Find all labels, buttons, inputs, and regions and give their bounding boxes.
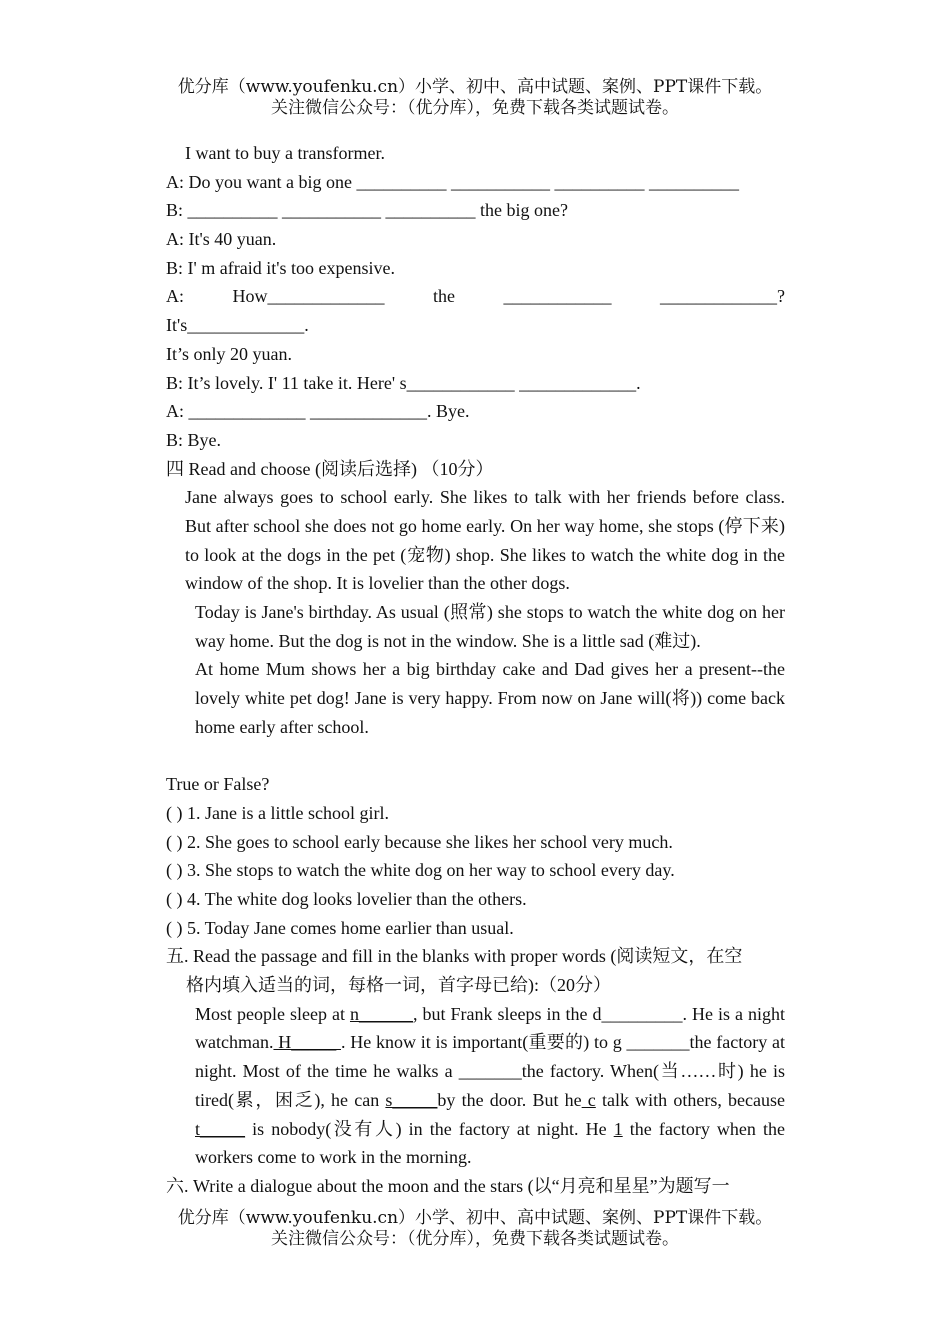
reading-passage [166,483,785,741]
dialogue-line: B: __________ ___________ __________ the big one? [166,200,568,221]
footer-line-2: 关注微信公众号：（优分库），免费下载各类试题试卷。 [271,1229,679,1249]
header-line-1: 优分库（www.youfenku.cn）小学、初中、高中试题、案例、PPT课件下载。 [177,77,773,97]
how-col-4: ____________ [503,286,612,307]
dialogue-how-line [166,282,785,311]
tf-question: ( ) 4. The white dog looks lovelier than the others. [166,889,527,910]
blank-line [166,742,785,771]
cloze-blank: s_____ [385,1089,438,1110]
dialogue-line: A: _____________ _____________. Bye. [166,401,470,422]
how-col-1: A: [166,286,184,307]
how-col-5: _____________? [660,286,785,307]
tf-question: ( ) 2. She goes to school early because she likes her school very much. [166,831,673,852]
tf-question: ( ) 3. She stops to watch the white dog on her way to school every day. [166,860,675,881]
dialogue-line: B: Bye. [166,429,222,450]
dialogue-line: B: It’s lovely. I' 11 take it. Here' s____________ _____________. [166,372,641,393]
passage-paragraph: Today is Jane's birthday. As usual (照常) she stops to watch the white dog on her way home. But the dog is not in the window. She is a little sad (难过). [195,602,785,651]
footer-line-1: 优分库（www.youfenku.cn）小学、初中、高中试题、案例、PPT课件下载。 [177,1208,773,1228]
section-5-title-cont: 格内填入适当的词，每格一词，首字母已给):（20分） [186,975,611,996]
page-header [0,77,950,119]
dialogue-intro: I want to buy a transformer. [185,143,385,163]
cloze-passage [166,1000,785,1172]
cloze-blank: n______ [349,1003,413,1024]
dialogue-line: It’s only 20 yuan. [166,343,292,364]
dialogue-line: A: It's 40 yuan. [166,229,277,250]
tf-question: ( ) 1. Jane is a little school girl. [166,802,389,823]
document-body [166,139,785,1201]
section-6-title: 六. Write a dialogue about the moon and the stars (以“月亮和星星”为题写一 [166,1175,730,1196]
cloze-blank: H_____ [273,1032,341,1053]
cloze-blank: c [581,1089,596,1110]
passage-paragraph: Jane always goes to school early. She likes to talk with her friends before class. But after school she does not go home early. On her way home, she stops (停下来) to look at the dogs in the pet (宠物) shop. She likes to watch the white dog in the window of the shop. It is lovelier than the other dogs. [185,487,785,594]
section-5-title: 五. Read the passage and fill in the blanks with proper words (阅读短文，在空 [166,946,743,967]
tf-question: ( ) 5. Today Jane comes home earlier than usual. [166,917,514,938]
header-line-2: 关注微信公众号：（优分库），免费下载各类试题试卷。 [271,98,679,118]
dialogue-line: It's_____________. [166,315,309,336]
page-footer [0,1208,950,1250]
cloze-blank: t_____ [195,1118,246,1139]
cloze-paragraph: Most people sleep at n______, but Frank sleeps in the d_________. He is a night watchman. H_____ . He know it is important(重要的) to g _______the factory at night. Most of the time he walks a _______the factory. When(当……时) he is tired(累，困乏), he can s_____by the door. But he c talk with others, because t_____ is nobody(没有人) in the factory at night. He 1 the factory when the workers come to work in the morning. [195,1003,786,1168]
dialogue-line: B: I' m afraid it's too expensive. [166,257,395,278]
dialogue-line: A: Do you want a big one __________ ___________ __________ __________ [166,171,739,192]
true-false-title: True or False? [166,774,270,795]
section-4-title: 四 Read and choose (阅读后选择) （10分） [166,458,494,479]
how-col-2: How_____________ [232,286,385,307]
how-col-3: the [433,286,455,307]
passage-paragraph: At home Mum shows her a big birthday cake and Dad gives her a present--the lovely white pet dog! Jane is very happy. From now on Jane will(将)) come back home early after school. [195,659,785,737]
cloze-blank: 1 [613,1118,623,1139]
